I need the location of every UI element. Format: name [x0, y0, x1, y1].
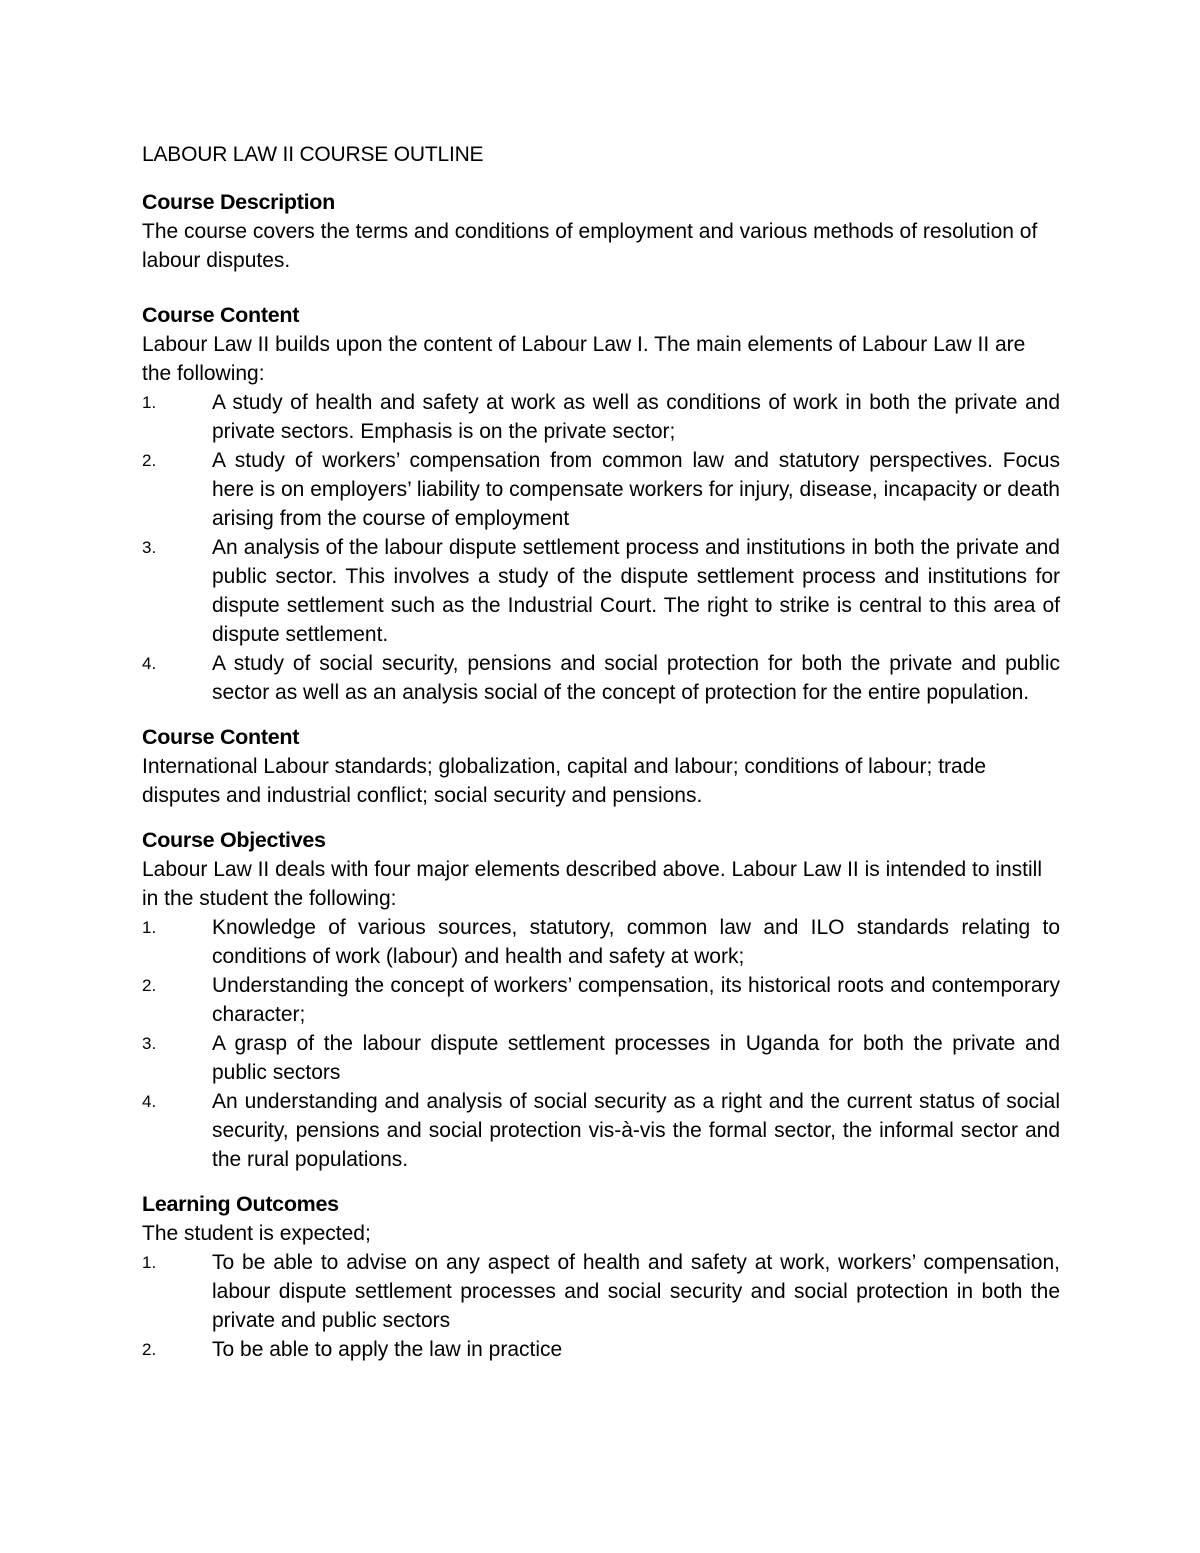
list-text: A grasp of the labour dispute settlement processes in Uganda for both the private and public sectors: [212, 1032, 1060, 1084]
list-text: A study of health and safety at work as well as conditions of work in both the private and private sectors. Emphasis is on the private sector;: [212, 391, 1060, 443]
outcomes-list: [142, 1248, 1060, 1364]
list-text: Understanding the concept of workers’ compensation, its historical roots and contemporary character;: [212, 974, 1060, 1026]
section-paragraph: The student is expected;: [142, 1222, 371, 1245]
list-number: 3.: [142, 538, 157, 557]
list-text: An analysis of the labour dispute settlement process and institutions in both the private and public sector. This involves a study of the dispute settlement process and institutions for dispute settlement such as the Industrial Court. The right to strike is central to this area of dispute settlement.: [212, 536, 1060, 646]
list-item: [142, 649, 1060, 707]
section-paragraph: International Labour standards; globalization, capital and labour; conditions of labour; trade disputes and industrial conflict; social security and pensions.: [142, 755, 987, 807]
content-list: [142, 388, 1060, 707]
list-item: [142, 1029, 1060, 1087]
section-heading: Course Objectives: [142, 828, 326, 852]
objectives-list: [142, 913, 1060, 1174]
section-course-description: [142, 188, 1060, 275]
list-text: To be able to apply the law in practice: [212, 1338, 563, 1361]
list-number: 1.: [142, 1253, 157, 1272]
list-number: 2.: [142, 1340, 157, 1359]
section-heading: Learning Outcomes: [142, 1192, 339, 1216]
section-course-content: [142, 301, 1060, 707]
list-text: An understanding and analysis of social security as a right and the current status of social security, pensions and social protection vis-à-vis the formal sector, the informal sector and the rural populations.: [212, 1090, 1060, 1171]
list-text: To be able to advise on any aspect of health and safety at work, workers’ compensation, labour dispute settlement processes and social security and social protection in both the private and public sectors: [212, 1251, 1060, 1332]
list-number: 4.: [142, 1092, 157, 1111]
list-item: [142, 1087, 1060, 1174]
section-paragraph: Labour Law II builds upon the content of Labour Law I. The main elements of Labour Law II are the following:: [142, 333, 1026, 385]
list-item: [142, 1335, 1060, 1364]
list-number: 2.: [142, 976, 157, 995]
section-heading: Course Description: [142, 190, 335, 214]
list-item: [142, 971, 1060, 1029]
document-title: LABOUR LAW II COURSE OUTLINE: [142, 143, 484, 166]
list-number: 3.: [142, 1034, 157, 1053]
list-item: [142, 446, 1060, 533]
section-paragraph: Labour Law II deals with four major elements described above. Labour Law II is intended to instill in the student the following:: [142, 858, 1043, 910]
list-item: [142, 1248, 1060, 1335]
section-course-objectives: [142, 826, 1060, 1174]
list-text: A study of social security, pensions and social protection for both the private and public sector as well as an analysis social of the concept of protection for the entire population.: [212, 652, 1060, 704]
section-course-content-2: [142, 723, 1060, 810]
list-number: 4.: [142, 654, 157, 673]
section-heading: Course Content: [142, 725, 300, 749]
list-item: [142, 388, 1060, 446]
document-page: [142, 140, 1060, 1380]
section-paragraph: The course covers the terms and conditions of employment and various methods of resolution of labour disputes.: [142, 220, 1038, 272]
list-number: 2.: [142, 451, 157, 470]
list-number: 1.: [142, 918, 157, 937]
list-number: 1.: [142, 393, 157, 412]
list-text: Knowledge of various sources, statutory, common law and ILO standards relating to conditions of work (labour) and health and safety at work;: [212, 916, 1060, 968]
section-heading: Course Content: [142, 303, 300, 327]
list-item: [142, 533, 1060, 649]
list-text: A study of workers’ compensation from common law and statutory perspectives. Focus here is on employers’ liability to compensate workers for injury, disease, incapacity or death arising from the course of employment: [212, 449, 1060, 530]
list-item: [142, 913, 1060, 971]
section-learning-outcomes: [142, 1190, 1060, 1364]
